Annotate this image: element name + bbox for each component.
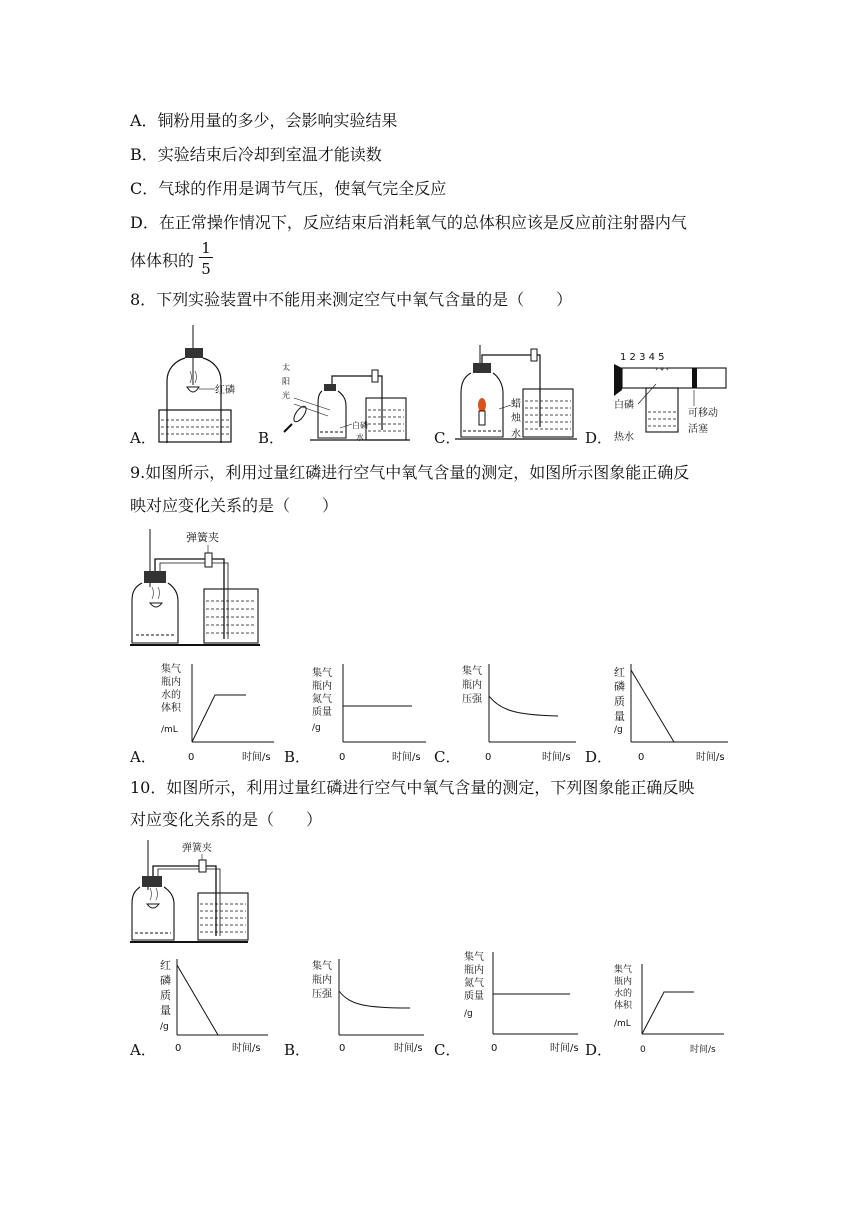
q9-graph-a-ylabel-1: 集气 bbox=[161, 664, 181, 675]
red-phosphorus-label: 红磷 bbox=[215, 385, 235, 396]
q10-graph-a-ylabel-4: 量 bbox=[160, 1004, 171, 1017]
q9-graph-d-ylabel-3: 质 bbox=[614, 695, 625, 708]
q9-graph-b-ylabel-1: 集气 bbox=[312, 668, 332, 679]
q7-option-a: A．铜粉用量的多少，会影响实验结果 bbox=[130, 111, 398, 130]
q9-graph-b-origin: 0 bbox=[339, 752, 346, 763]
water-label: 水 bbox=[356, 433, 364, 442]
q8-label-b: B． bbox=[258, 429, 285, 447]
scale-label: 1 2 3 4 5 bbox=[620, 352, 665, 363]
q9-graph-c-ylabel-2: 瓶内 bbox=[462, 680, 482, 691]
fraction-numerator: 1 bbox=[201, 239, 211, 257]
q10-graph-d-curve bbox=[642, 992, 694, 1034]
q9-apparatus bbox=[130, 527, 265, 652]
q10-graph-b-ylabel-1: 集气 bbox=[312, 961, 332, 972]
q10-graph-c-ylabel-5: /g bbox=[464, 1009, 473, 1019]
q10-graph-a-ylabel-3: 质 bbox=[160, 989, 171, 1002]
q10-graph-c-origin: 0 bbox=[491, 1043, 498, 1054]
candle-label-1: 蜡 bbox=[511, 399, 521, 410]
q10-graph-c bbox=[462, 948, 586, 1058]
q9-graph-b-ylabel-3: 氮气 bbox=[312, 694, 332, 705]
q9-graph-c bbox=[460, 660, 584, 766]
q9-label-c: C． bbox=[434, 748, 461, 766]
q10-graph-c-xlabel: 时间/s bbox=[550, 1043, 579, 1054]
q10-stem-line1: 10．如图所示，利用过量红磷进行空气中氧气含量的测定，下列图象能正确反映 bbox=[130, 778, 695, 797]
q10-graph-a-ylabel-1: 红 bbox=[160, 959, 171, 972]
water-label-c: 水 bbox=[511, 429, 521, 440]
sunlight-label-2: 阳 bbox=[282, 377, 290, 386]
q10-apparatus bbox=[130, 838, 255, 948]
q10-graph-b-ylabel-3: 压强 bbox=[312, 989, 332, 1000]
q9-label-d: D． bbox=[585, 748, 613, 766]
q10-label-a: A． bbox=[130, 1041, 156, 1059]
q7-option-d-cont: 体体积的 bbox=[130, 251, 195, 270]
q10-graph-c-ylabel-2: 瓶内 bbox=[464, 965, 484, 976]
candle-label-2: 烛 bbox=[511, 413, 521, 424]
q8-apparatus-c bbox=[455, 345, 580, 445]
q7-option-c: C．气球的作用是调节气压，使氧气完全反应 bbox=[130, 179, 447, 198]
q9-stem-line1: 9.如图所示，利用过量红磷进行空气中氧气含量的测定，如图所示图象能正确反 bbox=[130, 463, 690, 482]
piston-label-2: 活塞 bbox=[688, 424, 708, 435]
q10-graph-d bbox=[612, 960, 736, 1060]
q9-graph-b-ylabel-5: /g bbox=[312, 723, 321, 733]
sunlight-label-3: 光 bbox=[282, 391, 290, 400]
q9-graph-a-ylabel-3: 水的 bbox=[161, 690, 181, 701]
q9-graph-d-xlabel: 时间/s bbox=[696, 752, 725, 763]
q10-label-d: D． bbox=[585, 1041, 613, 1059]
q10-graph-b-curve bbox=[339, 991, 410, 1008]
q9-graph-b-xlabel: 时间/s bbox=[392, 752, 421, 763]
q10-graph-c-ylabel-1: 集气 bbox=[464, 952, 484, 963]
q10-graph-b-origin: 0 bbox=[339, 1043, 346, 1054]
q10-graph-b-ylabel-2: 瓶内 bbox=[312, 975, 332, 986]
q9-graph-d-ylabel-4: 量 bbox=[614, 710, 625, 723]
q9-graph-c-xlabel: 时间/s bbox=[542, 752, 571, 763]
q8-apparatus-a bbox=[155, 325, 255, 445]
q8-stem: 8．下列实验装置中不能用来测定空气中氧气含量的是（ ） bbox=[130, 290, 573, 309]
q9-graph-c-ylabel-3: 压强 bbox=[462, 694, 482, 705]
q9-graph-b-ylabel-2: 瓶内 bbox=[312, 681, 332, 692]
q9-graph-a-ylabel-2: 瓶内 bbox=[161, 677, 181, 688]
q9-label-a: A． bbox=[130, 748, 156, 766]
q10-graph-b-xlabel: 时间/s bbox=[394, 1043, 423, 1054]
q8-label-d: D． bbox=[585, 429, 613, 447]
white-phosphorus-label: 白磷 bbox=[352, 421, 368, 430]
q10-graph-d-ylabel-3: 水的 bbox=[614, 989, 633, 999]
fraction-denominator: 5 bbox=[201, 260, 211, 278]
q10-graph-d-ylabel-5: /mL bbox=[614, 1019, 631, 1029]
q9-graph-a bbox=[158, 660, 282, 766]
q9-graph-a-xlabel: 时间/s bbox=[242, 752, 271, 763]
q7-option-d: D．在正常操作情况下，反应结束后消耗氧气的总体积应该是反应前注射器内气 bbox=[130, 213, 687, 232]
q10-graph-a-origin: 0 bbox=[175, 1043, 182, 1054]
spring-clamp-label-q10: 弹簧夹 bbox=[182, 843, 212, 854]
q8-apparatus-d bbox=[612, 350, 732, 445]
q9-graph-a-curve bbox=[192, 695, 246, 742]
q9-graph-d-ylabel-5: /g bbox=[614, 725, 623, 735]
q10-graph-d-ylabel-1: 集气 bbox=[614, 965, 633, 975]
q9-stem-line2: 映对应变化关系的是（ ） bbox=[130, 496, 339, 515]
piston-label-1: 可移动 bbox=[688, 408, 718, 419]
q8-apparatus-b bbox=[280, 358, 430, 446]
q7-option-b: B．实验结束后冷却到室温才能读数 bbox=[130, 145, 382, 164]
sunlight-label-1: 太 bbox=[282, 363, 290, 372]
q9-graph-d bbox=[612, 660, 736, 766]
q9-graph-d-ylabel-1: 红 bbox=[614, 666, 625, 679]
q10-graph-b bbox=[310, 955, 434, 1059]
fraction-bar bbox=[199, 257, 213, 258]
q10-graph-a-ylabel-2: 磷 bbox=[160, 974, 171, 987]
q10-graph-d-xlabel: 时间/s bbox=[690, 1045, 716, 1055]
q10-graph-d-ylabel-4: 体积 bbox=[614, 1001, 633, 1011]
q9-graph-a-ylabel-5: /mL bbox=[161, 725, 178, 735]
q9-graph-b bbox=[310, 660, 434, 766]
q9-graph-d-ylabel-2: 磷 bbox=[614, 680, 625, 693]
q9-graph-c-origin: 0 bbox=[485, 752, 492, 763]
q9-graph-a-ylabel-4: 体积 bbox=[161, 703, 181, 714]
q10-graph-a-xlabel: 时间/s bbox=[232, 1043, 261, 1054]
hot-water-label: 热水 bbox=[614, 432, 634, 443]
q10-label-b: B． bbox=[284, 1041, 311, 1059]
q10-stem-line2: 对应变化关系的是（ ） bbox=[130, 810, 323, 829]
q10-graph-a-curve bbox=[177, 965, 218, 1035]
q10-graph-c-ylabel-4: 质量 bbox=[464, 991, 484, 1002]
q10-graph-a bbox=[158, 955, 282, 1059]
q9-graph-d-origin: 0 bbox=[638, 752, 645, 763]
q9-graph-d-curve bbox=[631, 670, 674, 742]
q9-graph-c-ylabel-1: 集气 bbox=[462, 666, 482, 677]
q9-graph-b-ylabel-4: 质量 bbox=[312, 707, 332, 718]
q10-graph-c-ylabel-3: 氮气 bbox=[464, 978, 484, 989]
q9-graph-a-origin: 0 bbox=[188, 752, 195, 763]
q9-label-b: B． bbox=[284, 748, 311, 766]
q9-graph-c-curve bbox=[489, 696, 558, 716]
q8-label-c: C． bbox=[434, 429, 461, 447]
q10-label-c: C． bbox=[434, 1041, 461, 1059]
q10-graph-d-origin: 0 bbox=[640, 1045, 646, 1055]
q8-label-a: A． bbox=[130, 429, 156, 447]
q10-graph-d-ylabel-2: 瓶内 bbox=[614, 977, 633, 987]
spring-clamp-label: 弹簧夹 bbox=[186, 531, 219, 544]
q10-graph-a-ylabel-5: /g bbox=[160, 1022, 169, 1032]
white-phosphorus-label-d: 白磷 bbox=[614, 400, 634, 411]
